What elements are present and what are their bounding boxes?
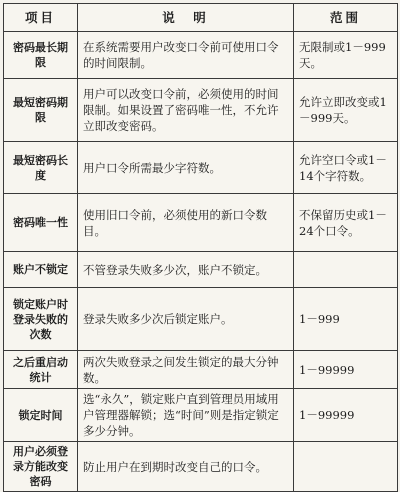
description-cell: 使用旧口令前，必须使用的新口令数目。 — [78, 194, 294, 252]
description-cell: 选“永久”，锁定账户直到管理员用域用户管理器解锁；选“时间”则是指定锁定多少分钟。 — [78, 389, 294, 442]
table-row — [4, 142, 398, 194]
description-cell: 防止用户在到期时改变自己的口令。 — [78, 442, 294, 492]
range-cell: 允许空口令或1－14个字符数。 — [294, 142, 398, 194]
item-cell: 账户不锁定 — [4, 252, 78, 288]
item-cell: 锁定账户时登录失败的次数 — [4, 288, 78, 351]
item-cell: 用户必须登录方能改变密码 — [4, 442, 78, 492]
description-cell: 用户口令所需最少字符数。 — [78, 142, 294, 194]
table-row — [4, 252, 398, 288]
table-row — [4, 442, 398, 492]
header-description: 说 明 — [78, 4, 294, 32]
item-cell: 密码最长期限 — [4, 32, 78, 79]
range-cell: 不保留历史或1－24个口令。 — [294, 194, 398, 252]
header-item: 项目 — [4, 4, 78, 32]
range-cell: 1－999 — [294, 288, 398, 351]
range-cell — [294, 252, 398, 288]
item-cell: 最短密码期限 — [4, 79, 78, 142]
item-cell: 之后重启动统计 — [4, 351, 78, 389]
range-cell: 允许立即改变或1－999天。 — [294, 79, 398, 142]
description-cell: 在系统需要用户改变口令前可使用口令的时间限制。 — [78, 32, 294, 79]
description-cell: 用户可以改变口令前，必须使用的时间限制。如果设置了密码唯一性，不允许立即改变密码。 — [78, 79, 294, 142]
table-row — [4, 79, 398, 142]
item-cell: 锁定时间 — [4, 389, 78, 442]
table-row — [4, 389, 398, 442]
description-cell: 两次失败登录之间发生锁定的最大分钟数。 — [78, 351, 294, 389]
table-row — [4, 351, 398, 389]
table-row — [4, 288, 398, 351]
range-cell: 1－99999 — [294, 351, 398, 389]
header-range: 范围 — [294, 4, 398, 32]
range-cell — [294, 442, 398, 492]
range-cell: 无限制或1－999天。 — [294, 32, 398, 79]
range-cell: 1－99999 — [294, 389, 398, 442]
item-cell: 密码唯一性 — [4, 194, 78, 252]
description-cell: 不管登录失败多少次，账户不锁定。 — [78, 252, 294, 288]
password-policy-table — [3, 3, 398, 492]
description-cell: 登录失败多少次后锁定账户。 — [78, 288, 294, 351]
table-row — [4, 32, 398, 79]
table-row — [4, 194, 398, 252]
item-cell: 最短密码长度 — [4, 142, 78, 194]
header-row — [4, 4, 398, 32]
